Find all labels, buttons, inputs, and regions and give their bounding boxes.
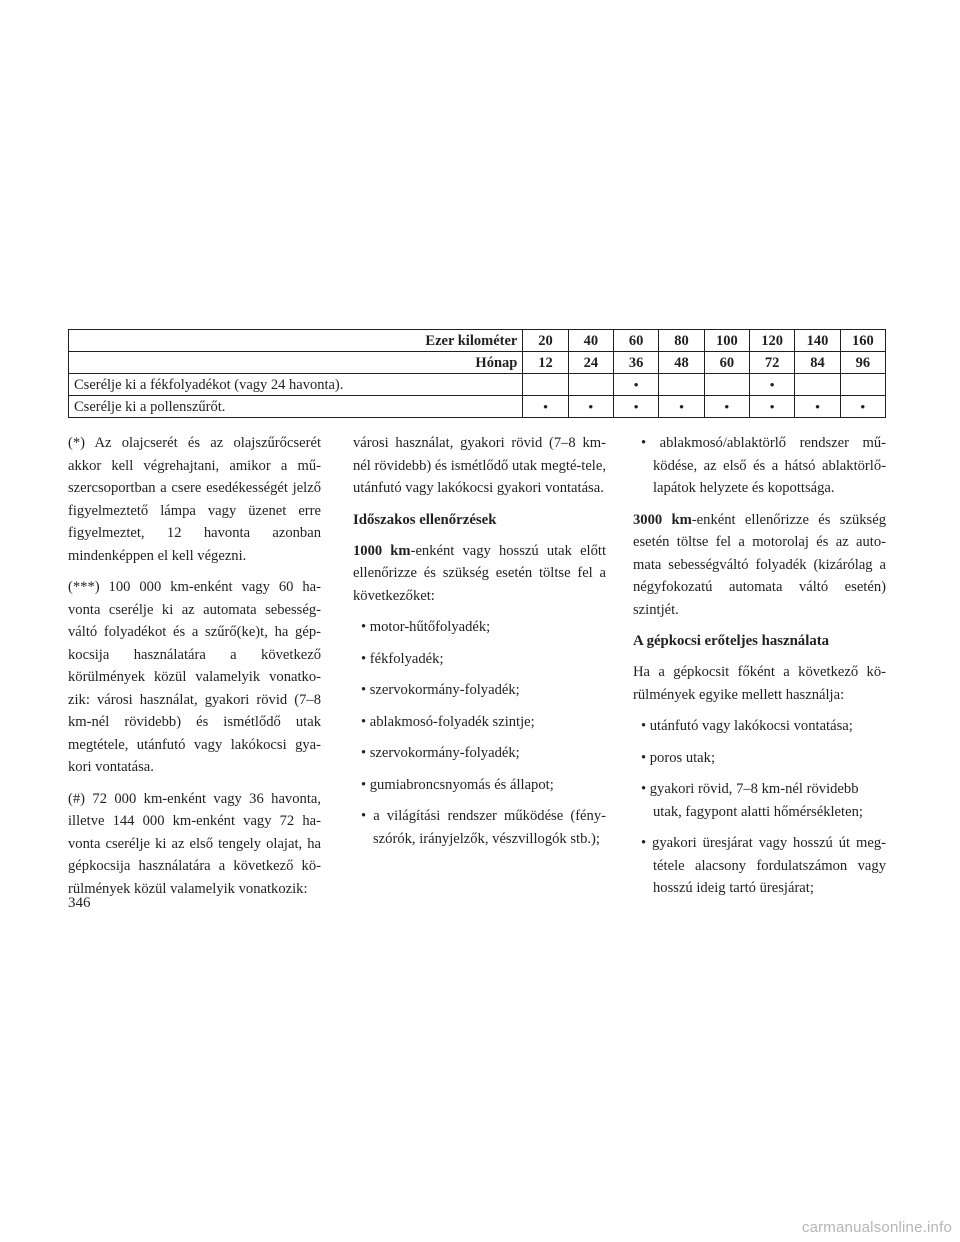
mark-cell: • (523, 396, 568, 418)
month-cell: 12 (523, 352, 568, 374)
mark-cell: • (568, 396, 613, 418)
row-label: Cserélje ki a fékfolyadékot (vagy 24 havonta). (69, 374, 523, 396)
row-label: Cserélje ki a pollenszűrőt. (69, 396, 523, 418)
bold-distance: 1000 km (353, 542, 411, 559)
month-cell: 48 (659, 352, 704, 374)
month-cell: 84 (795, 352, 840, 374)
mark-cell: • (659, 396, 704, 418)
check-list (353, 616, 606, 850)
list-item: • utánfutó vagy lakókocsi vontatása; (641, 718, 853, 734)
km-cell: 120 (749, 330, 794, 352)
bold-distance: 3000 km (633, 511, 692, 528)
km-cell: 40 (568, 330, 613, 352)
paragraph-text: -enként vagy hosszú utak előtt ellenőrizze és szükség esetén töltse fel a következőket: (353, 542, 607, 604)
km-cell: 80 (659, 330, 704, 352)
km-cell: 140 (795, 330, 840, 352)
paragraph-text: -enként ellenőrizze és szükség esetén töltse fel a motorolaj és az auto-mata sebességváltó folyadék (kizárólag a négyfokozatú automata váltó esetén) szintjét. (633, 511, 886, 618)
paragraph (633, 509, 886, 622)
mark-cell (523, 374, 568, 396)
table-row (69, 396, 886, 418)
list-item: • gumiabroncsnyomás és állapot; (361, 776, 554, 793)
mark-cell (704, 374, 749, 396)
footnote-oil-change: (*) Az olajcserét és az olajszűrőcserét akkor kell végrehajtani, amikor a mű-szercsoportban a csere esedékességét jelző figyelmeztető lámpa vagy üzenet erre figyelmeztet, 12 havonta azonban mindenképpen el kell végezni. (68, 435, 321, 564)
text-column-1 (68, 432, 321, 909)
text-column-3 (633, 432, 886, 909)
header-km-label: Ezer kilométer (69, 330, 523, 352)
month-cell: 72 (749, 352, 794, 374)
mark-cell: • (614, 396, 659, 418)
paragraph (353, 540, 606, 608)
footnote-transmission: (***) 100 000 km-enként vagy 60 ha-vonta cserélje ki az automata sebesség-váltó folyadékot és a szűrő(ke)t, ha gép-kocsija használatára a következő körülmények közül valamelyik vonatko-zik: városi használat, gyakori rövid (7–8 km-nél rövidebb) és ismétlődő utak megtétele, utánfutó vagy lakókocsi gya-kori vontatása. (68, 579, 321, 775)
mark-cell (659, 374, 704, 396)
km-cell: 20 (523, 330, 568, 352)
condition-list (633, 715, 886, 900)
paragraph: Ha a gépkocsit főként a következő kö-rülmények egyike mellett használja: (633, 664, 886, 703)
mark-cell: • (614, 374, 659, 396)
check-list (633, 432, 886, 500)
month-cell: 60 (704, 352, 749, 374)
paragraph: városi használat, gyakori rövid (7–8 km-nél rövidebb) és ismétlődő utak megté-tele, utánfutó vagy lakókocsi gyakori vontatása. (353, 435, 606, 496)
list-item: • poros utak; (641, 749, 716, 766)
list-item: • fékfolyadék; (361, 650, 444, 667)
page-number: 346 (68, 895, 91, 911)
list-item: • gyakori rövid, 7–8 km-nél rövidebb utak, fagypont alatti hőmérsékleten; (641, 781, 863, 820)
list-item: • motor-hűtőfolyadék; (361, 619, 491, 635)
mark-cell: • (840, 396, 885, 418)
watermark: carmanualsonline.info (801, 1219, 952, 1236)
list-item: • ablakmosó/ablaktörlő rendszer mű-ködése, az első és a hátsó ablaktörlő-lapátok helyzete és kopottsága. (641, 435, 886, 496)
text-column-2 (353, 432, 606, 859)
table-header-km-row (69, 330, 886, 352)
list-item: • gyakori üresjárat vagy hosszú út meg-tétele alacsony fordulatszámon vagy hosszú ideig tartó üresjárat; (641, 835, 886, 896)
km-cell: 160 (840, 330, 885, 352)
list-item: • szervokormány-folyadék; (361, 745, 520, 761)
mark-cell: • (749, 374, 794, 396)
mark-cell: • (795, 396, 840, 418)
list-item: • szervokormány-folyadék; (361, 682, 520, 698)
km-cell: 60 (614, 330, 659, 352)
header-month-label: Hónap (69, 352, 523, 374)
km-cell: 100 (704, 330, 749, 352)
month-cell: 24 (568, 352, 613, 374)
section-heading: Időszakos ellenőrzések (353, 511, 497, 528)
mark-cell (840, 374, 885, 396)
mark-cell (568, 374, 613, 396)
list-item: • a világítási rendszer működése (fény-szórók, irányjelzők, vészvillogók stb.); (361, 808, 606, 847)
footnote-front-axle: (#) 72 000 km-enként vagy 36 havonta, illetve 144 000 km-enként vagy 72 ha-vonta cserélje ki az első tengely olajat, ha gépkocsija használatára a következő kö-rülmények közül valamelyik vonatkozik: (68, 790, 321, 897)
mark-cell: • (704, 396, 749, 418)
table-header-month-row (69, 352, 886, 374)
maintenance-table (68, 329, 886, 418)
month-cell: 36 (614, 352, 659, 374)
table-row (69, 374, 886, 396)
mark-cell (795, 374, 840, 396)
month-cell: 96 (840, 352, 885, 374)
mark-cell: • (749, 396, 794, 418)
list-item: • ablakmosó-folyadék szintje; (361, 713, 535, 730)
section-heading: A gépkocsi erőteljes használata (633, 633, 830, 649)
